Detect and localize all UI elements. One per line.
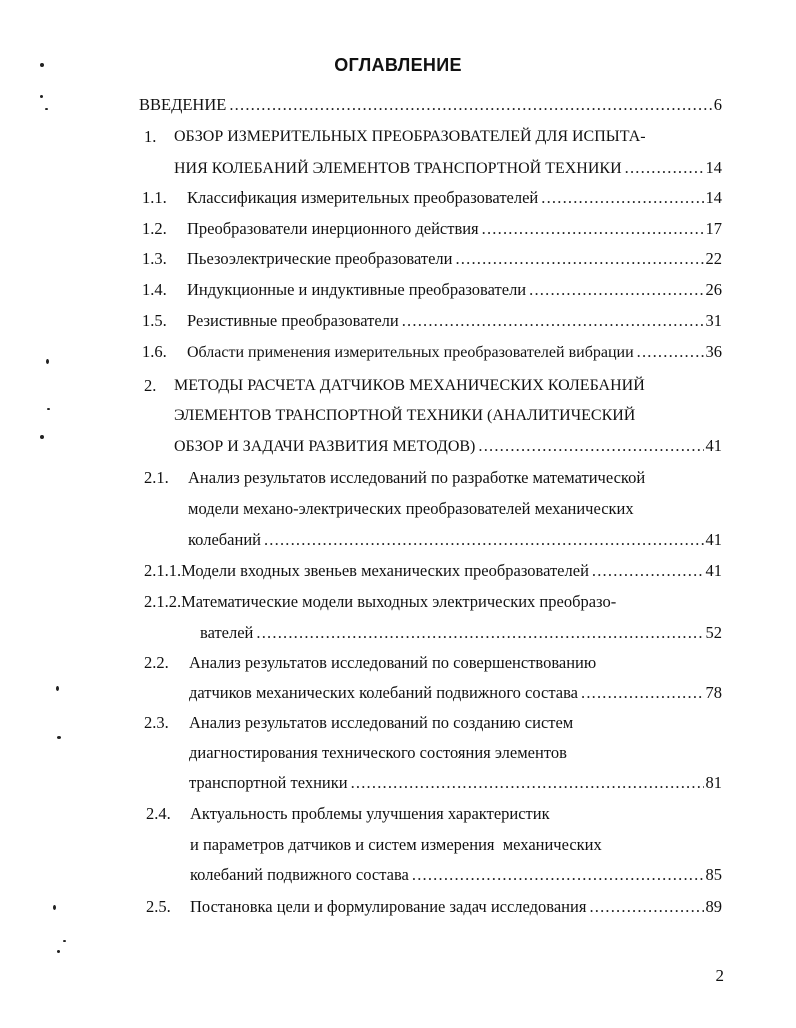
toc-chapter-2-line1[interactable]: МЕТОДЫ РАСЧЕТА ДАТЧИКОВ МЕХАНИЧЕСКИХ КОЛЕБАНИЙ (174, 377, 645, 394)
scan-speck (46, 359, 49, 364)
toc-entry-page: 41 (705, 561, 722, 580)
toc-entry-2-1-line1[interactable]: Анализ результатов исследований по разработке математической (188, 468, 646, 487)
toc-entry-2-1-2-line2[interactable] (200, 621, 722, 645)
toc-entry-page: 78 (705, 683, 722, 702)
toc-entry-1-3[interactable] (187, 247, 722, 271)
toc-entry-2-1-line3[interactable] (188, 528, 722, 552)
dot-leader (412, 863, 704, 887)
toc-entry-page: 14 (705, 158, 722, 177)
toc-section-number: 2.5. (146, 897, 171, 916)
scan-speck (57, 950, 60, 953)
dot-leader (264, 528, 704, 552)
dot-leader (529, 278, 703, 302)
toc-entry-2-1-line2[interactable]: модели механо-электрических преобразователей механических (188, 499, 634, 518)
toc-entry-label: колебаний (188, 530, 261, 549)
scan-speck (40, 435, 44, 439)
dot-leader (637, 340, 704, 364)
toc-section-number: 1.6. (142, 342, 167, 361)
toc-chapter-2-line3[interactable] (174, 434, 722, 458)
toc-entry-page: 41 (705, 530, 722, 549)
scan-speck (40, 95, 43, 98)
toc-entry-label: транспортной техники (189, 773, 348, 792)
toc-entry-2-4-line1[interactable]: Актуальность проблемы улучшения характеристик (190, 804, 550, 823)
scan-speck (45, 108, 48, 110)
scan-speck (63, 940, 66, 942)
toc-entry-label: Резистивные преобразователи (187, 311, 399, 330)
toc-entry-2-3-line1[interactable]: Анализ результатов исследований по созданию систем (189, 713, 574, 732)
toc-section-number: 1.2. (142, 219, 167, 238)
dot-leader (541, 186, 703, 210)
toc-chapter-number: 2. (144, 376, 157, 395)
toc-entry-2-2-line2[interactable] (189, 681, 722, 705)
toc-entry-label: колебаний подвижного состава (190, 865, 409, 884)
scan-speck (40, 63, 44, 67)
toc-entry-2-5[interactable] (190, 895, 722, 919)
toc-entry-label: Пьезоэлектрические преобразователи (187, 249, 453, 268)
toc-chapter-1-line1[interactable]: ОБЗОР ИЗМЕРИТЕЛЬНЫХ ПРЕОБРАЗОВАТЕЛЕЙ ДЛЯ ИСПЫТА- (174, 128, 646, 145)
dot-leader (402, 309, 704, 333)
dot-leader (589, 895, 703, 919)
toc-entry-page: 52 (705, 623, 722, 642)
toc-section-number: 1.3. (142, 249, 167, 268)
dot-leader (482, 217, 704, 241)
toc-entry-label: Классификация измерительных преобразователей (187, 188, 539, 207)
toc-section-number: 2.3. (144, 713, 169, 732)
toc-entry-label: ОБЗОР И ЗАДАЧИ РАЗВИТИЯ МЕТОДОВ) (174, 438, 476, 455)
toc-entry-label: датчиков механических колебаний подвижного состава (189, 683, 578, 702)
toc-section-number: 2.2. (144, 653, 169, 672)
dot-leader (455, 247, 703, 271)
scan-speck (57, 736, 61, 739)
dot-leader (625, 156, 704, 180)
page-number: 2 (715, 966, 724, 985)
toc-entry-2-1-1[interactable] (144, 559, 722, 583)
toc-entry-page: 14 (705, 188, 722, 207)
toc-entry-label: Постановка цели и формулирование задач исследования (190, 897, 587, 916)
toc-entry-label: НИЯ КОЛЕБАНИЙ ЭЛЕМЕНТОВ ТРАНСПОРТНОЙ ТЕХНИКИ (174, 160, 622, 177)
toc-entry-2-4-line3[interactable] (190, 863, 722, 887)
toc-section-number: 2.4. (146, 804, 171, 823)
toc-entry-label: Области применения измерительных преобразователей вибрации (187, 344, 634, 361)
toc-entry-1-5[interactable] (187, 309, 722, 333)
scan-speck (47, 408, 50, 410)
toc-title: ОГЛАВЛЕНИЕ (334, 55, 462, 75)
toc-entry-2-1-2-line1[interactable]: 2.1.2.Математические модели выходных электрических преобразо- (144, 592, 617, 611)
toc-entry-2-4-line2[interactable]: и параметров датчиков и систем измерения механических (190, 835, 602, 854)
toc-entry-2-3-line2[interactable]: диагностирования технического состояния элементов (189, 743, 567, 762)
toc-section-number: 1.4. (142, 280, 167, 299)
scan-speck (53, 905, 56, 910)
scan-speck (56, 686, 59, 691)
toc-section-number: 2.1. (144, 468, 169, 487)
dot-leader (256, 621, 703, 645)
toc-entry-1-6[interactable] (187, 340, 722, 364)
toc-section-number: 1.1. (142, 188, 167, 207)
dot-leader (351, 771, 704, 795)
toc-entry-1-4[interactable] (187, 278, 722, 302)
dot-leader (581, 681, 704, 705)
toc-entry-page: 89 (705, 897, 722, 916)
toc-entry-label: Индукционные и индуктивные преобразователи (187, 280, 527, 299)
toc-entry-2-3-line3[interactable] (189, 771, 722, 795)
toc-entry-page: 41 (705, 436, 722, 455)
toc-entry-page: 17 (705, 219, 722, 238)
toc-entry-label: вателей (200, 623, 254, 642)
toc-entry-1-2[interactable] (187, 217, 722, 241)
dot-leader (229, 93, 711, 117)
toc-entry-page: 26 (705, 280, 722, 299)
toc-section-number: 1.5. (142, 311, 167, 330)
toc-entry-label: ВВЕДЕНИЕ (139, 95, 227, 114)
toc-chapter-2-line2[interactable]: ЭЛЕМЕНТОВ ТРАНСПОРТНОЙ ТЕХНИКИ (АНАЛИТИЧЕСКИЙ (174, 407, 636, 424)
toc-entry-page: 22 (705, 249, 722, 268)
toc-chapter-number: 1. (144, 127, 157, 146)
toc-entry-1-1[interactable] (187, 186, 722, 210)
toc-entry-page: 36 (705, 342, 722, 361)
dot-leader (592, 559, 704, 583)
toc-entry-page: 81 (705, 773, 722, 792)
toc-entry-label: Преобразователи инерционного действия (187, 219, 479, 238)
toc-chapter-1-line2[interactable] (174, 156, 722, 180)
toc-entry-page: 31 (705, 311, 722, 330)
toc-entry-2-2-line1[interactable]: Анализ результатов исследований по совершенствованию (189, 653, 597, 672)
toc-entry-label: 2.1.1.Модели входных звеньев механических преобразователей (144, 561, 589, 580)
dot-leader (478, 434, 703, 458)
toc-entry-page: 6 (713, 95, 722, 114)
toc-entry-intro[interactable] (139, 93, 722, 117)
toc-entry-page: 85 (705, 865, 722, 884)
